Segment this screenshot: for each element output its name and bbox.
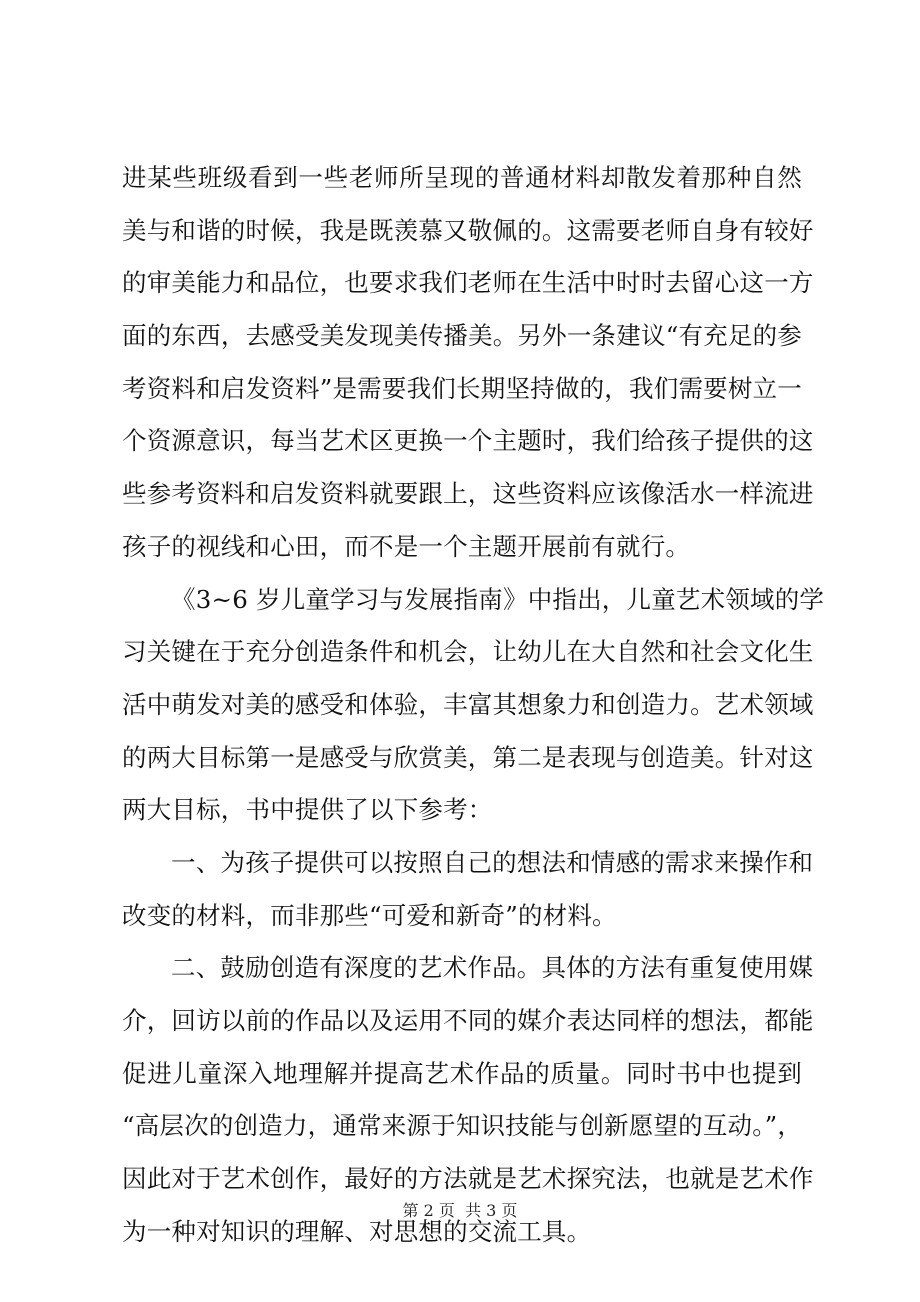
text-line: 些参考资料和启发资料就要跟上，这些资料应该像活水一样流进	[122, 479, 814, 509]
text-line: 习关键在于充分创造条件和机会，让幼儿在大自然和社会文化生	[122, 637, 814, 667]
paragraph-first-line: 《3~6 岁儿童学习与发展指南》中指出，儿童艺术领域的学	[171, 584, 825, 614]
text-line: 进某些班级看到一些老师所呈现的普通材料却散发着那种自然	[122, 163, 802, 192]
paragraph-first-line: 二、鼓励创造有深度的艺术作品。具体的方法有重复使用媒	[171, 953, 814, 983]
paragraph-first-line: 一、为孩子提供可以按照自己的想法和情感的需求来操作和	[171, 847, 814, 877]
text-line: 美与和谐的时候，我是既羡慕又敬佩的。这需要老师自身有较好	[122, 215, 814, 245]
text-line: 活中萌发对美的感受和体验，丰富其想象力和创造力。艺术领域	[122, 689, 814, 719]
text-line: 个资源意识，每当艺术区更换一个主题时，我们给孩子提供的这	[122, 426, 814, 456]
text-line: 的审美能力和品位，也要求我们老师在生活中时时去留心这一方	[122, 268, 814, 298]
text-line: “高层次的创造力，通常来源于知识技能与创新愿望的互动。”，	[122, 1111, 803, 1141]
text-line: 促进儿童深入地理解并提高艺术作品的质量。同时书中也提到	[122, 1058, 802, 1088]
document-body	[122, 152, 825, 1258]
text-line: 因此对于艺术创作，最好的方法就是艺术探究法，也就是艺术作	[122, 1164, 814, 1194]
text-line: 面的东西，去感受美发现美传播美。另外一条建议“有充足的参	[122, 321, 802, 351]
text-line: 介，回访以前的作品以及运用不同的媒介表达同样的想法，都能	[122, 1006, 814, 1035]
text-line: 为一种对知识的理解、对思想的交流工具。	[122, 1216, 592, 1246]
text-line: 改变的材料，而非那些“可爱和新奇”的材料。	[122, 900, 617, 930]
page-footer	[0, 1199, 920, 1223]
text-line: 两大目标，书中提供了以下参考：	[122, 795, 493, 825]
text-line: 考资料和启发资料”是需要我们长期坚持做的，我们需要树立一	[122, 373, 802, 403]
page-number: 第 2 页 共 3 页	[402, 1201, 518, 1220]
text-line: 的两大目标第一是感受与欣赏美，第二是表现与创造美。针对这	[122, 742, 814, 772]
text-line: 孩子的视线和心田，而不是一个主题开展前有就行。	[122, 531, 691, 561]
